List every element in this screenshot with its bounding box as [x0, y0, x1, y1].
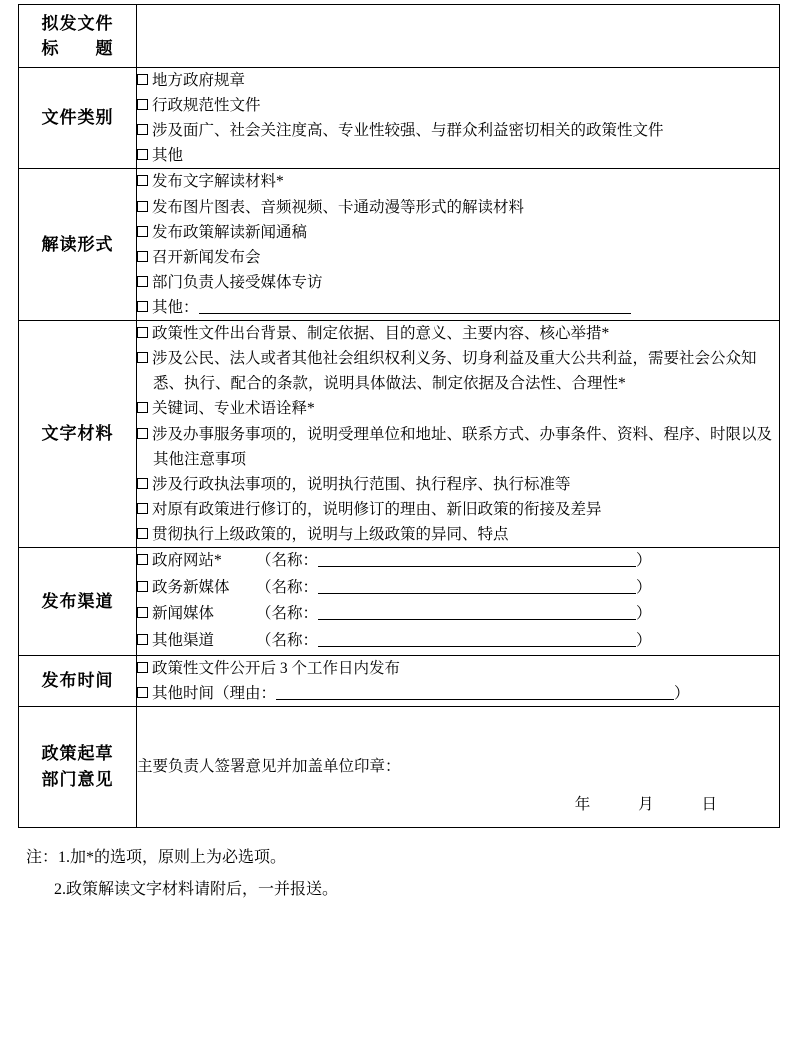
channel-prefix: （名称： [256, 632, 319, 650]
checkbox-option-channel[interactable] [137, 628, 779, 655]
channel-suffix: ） [636, 552, 652, 570]
option-label: 发布文字解读材料* [152, 173, 284, 191]
label-line-1: 政策起草 [41, 744, 114, 764]
channel-name-input[interactable] [318, 603, 636, 620]
option-label: 关键词、专业术语诠释* [152, 400, 315, 418]
label-line-1: 文字材料 [41, 424, 114, 444]
checkbox-option[interactable] [137, 270, 779, 295]
checkbox-icon[interactable] [137, 276, 148, 287]
other-time-reason-input[interactable] [276, 683, 674, 700]
label-line-1: 解读形式 [41, 235, 114, 255]
checkbox-icon[interactable] [137, 226, 148, 237]
table-row-document-title [19, 5, 780, 68]
checkbox-icon[interactable] [137, 124, 148, 135]
checkbox-option[interactable] [137, 522, 779, 547]
option-label: 政策性文件出台背景、制定依据、目的意义、主要内容、核心举措* [152, 325, 610, 343]
checkbox-icon[interactable] [137, 581, 148, 592]
channel-label: 政府网站* [152, 552, 222, 570]
table-row-drafting-department-opinion [19, 706, 780, 827]
checkbox-option[interactable] [137, 422, 779, 472]
checkbox-option[interactable] [137, 346, 779, 396]
channel-prefix: （名称： [256, 605, 319, 623]
checkbox-icon[interactable] [137, 201, 148, 212]
checkbox-icon[interactable] [137, 554, 148, 565]
signature-prompt: 主要负责人签署意见并加盖单位印章： [137, 758, 401, 776]
checkbox-icon[interactable] [137, 607, 148, 618]
checkbox-icon[interactable] [137, 687, 148, 698]
label-line-1: 拟发文件 [41, 13, 114, 33]
row-label-publish-channels [19, 548, 137, 656]
checkbox-option[interactable] [137, 220, 779, 245]
table-row-publish-channels [19, 548, 780, 656]
channel-name-input[interactable] [318, 550, 636, 567]
checkbox-icon[interactable] [137, 402, 148, 413]
label-line-1: 文件类别 [41, 108, 114, 128]
option-label: 政策性文件公开后 3 个工作日内发布 [152, 659, 401, 677]
publish-channels-options [137, 548, 780, 656]
row-label-drafting-department-opinion [19, 706, 137, 827]
option-label: 其他 [152, 147, 184, 165]
label-line-2: 部门意见 [41, 769, 114, 789]
channel-name-input[interactable] [318, 630, 636, 647]
checkbox-option[interactable] [137, 321, 779, 346]
checkbox-icon[interactable] [137, 352, 148, 363]
checkbox-icon[interactable] [137, 301, 148, 312]
table-row-document-category [19, 68, 780, 169]
checkbox-option-channel[interactable] [137, 575, 779, 602]
policy-interpretation-form [18, 4, 780, 828]
option-label: 涉及办事服务事项的，说明受理单位和地址、联系方式、办事条件、资料、程序、时限以及其他注意事项 [152, 425, 773, 468]
other-format-input[interactable] [199, 297, 631, 314]
channel-label: 其他渠道 [152, 632, 215, 650]
checkbox-option-other-time[interactable] [137, 681, 779, 706]
interpretation-format-options [137, 169, 780, 321]
document-title-input[interactable] [137, 5, 780, 68]
checkbox-icon[interactable] [137, 528, 148, 539]
checkbox-option[interactable] [137, 497, 779, 522]
option-label: 其他时间（理由： [152, 684, 277, 702]
option-label: 发布图片图表、音频视频、卡通动漫等形式的解读材料 [152, 198, 525, 216]
checkbox-icon[interactable] [137, 634, 148, 645]
checkbox-icon[interactable] [137, 662, 148, 673]
checkbox-option[interactable] [137, 396, 779, 421]
checkbox-option[interactable] [137, 143, 779, 168]
label-line-1: 发布渠道 [41, 591, 114, 611]
signature-area[interactable] [137, 706, 780, 827]
checkbox-icon[interactable] [137, 327, 148, 338]
row-label-document-title [19, 5, 137, 68]
option-label: 对原有政策进行修订的，说明修订的理由、新旧政策的衔接及差异 [152, 500, 602, 518]
table-row-interpretation-format [19, 169, 780, 321]
channel-prefix: （名称： [256, 552, 319, 570]
checkbox-icon[interactable] [137, 428, 148, 439]
date-year-label: 年 [574, 795, 591, 813]
signature-date [553, 792, 739, 817]
checkbox-icon[interactable] [137, 149, 148, 160]
date-month-label: 月 [638, 795, 654, 813]
option-suffix: ） [674, 684, 690, 702]
label-line-1: 发布时间 [41, 671, 114, 691]
checkbox-option[interactable] [137, 472, 779, 497]
option-label: 涉及面广、社会关注度高、专业性较强、与群众利益密切相关的政策性文件 [152, 122, 664, 140]
channel-label: 新闻媒体 [152, 605, 215, 623]
channel-suffix: ） [636, 578, 652, 596]
row-label-interpretation-format [19, 169, 137, 321]
document-category-options [137, 68, 780, 169]
form-notes [18, 842, 782, 906]
channel-suffix: ） [636, 632, 652, 650]
publish-time-options [137, 655, 780, 706]
row-label-publish-time [19, 655, 137, 706]
label-line-2: 标 题 [41, 39, 114, 58]
row-label-text-materials [19, 321, 137, 548]
date-day-label: 日 [701, 795, 717, 813]
channel-suffix: ） [636, 605, 652, 623]
table-row-text-materials [19, 321, 780, 548]
channel-name-input[interactable] [318, 576, 636, 593]
checkbox-option[interactable] [137, 169, 779, 194]
checkbox-option-other[interactable] [137, 295, 779, 320]
row-label-document-category [19, 68, 137, 169]
checkbox-icon[interactable] [137, 478, 148, 489]
note-line-1: 注：1.加*的选项，原则上为必选项。 [26, 848, 287, 866]
option-label: 其他： [152, 298, 199, 316]
option-label: 涉及行政执法事项的，说明执行范围、执行程序、执行标准等 [152, 475, 571, 493]
text-materials-options [137, 321, 780, 548]
channel-prefix: （名称： [256, 578, 319, 596]
checkbox-option[interactable] [137, 245, 779, 270]
checkbox-option[interactable] [137, 93, 779, 118]
checkbox-option-channel[interactable] [137, 548, 779, 575]
checkbox-icon[interactable] [137, 74, 148, 85]
option-label: 部门负责人接受媒体专访 [152, 273, 323, 291]
option-label: 地方政府规章 [152, 72, 246, 89]
option-label: 行政规范性文件 [152, 97, 261, 115]
channel-label: 政务新媒体 [152, 578, 230, 596]
option-label: 发布政策解读新闻通稿 [152, 223, 308, 241]
checkbox-icon[interactable] [137, 99, 148, 110]
checkbox-icon[interactable] [137, 503, 148, 514]
checkbox-option-channel[interactable] [137, 601, 779, 628]
option-label: 涉及公民、法人或者其他社会组织权利义务、切身利益及重大公共利益，需要社会公众知悉、执行、配合的条款，说明具体做法、制定依据及合法性、合理性* [152, 350, 757, 393]
checkbox-option[interactable] [137, 68, 779, 93]
checkbox-icon[interactable] [137, 175, 148, 186]
option-label: 贯彻执行上级政策的，说明与上级政策的异同、特点 [152, 525, 509, 543]
checkbox-icon[interactable] [137, 251, 148, 262]
checkbox-option[interactable] [137, 656, 779, 681]
table-row-publish-time [19, 655, 780, 706]
checkbox-option[interactable] [137, 118, 779, 143]
option-label: 召开新闻发布会 [152, 248, 261, 266]
note-line-2: 2.政策解读文字材料请附后，一并报送。 [54, 880, 339, 898]
checkbox-option[interactable] [137, 195, 779, 220]
